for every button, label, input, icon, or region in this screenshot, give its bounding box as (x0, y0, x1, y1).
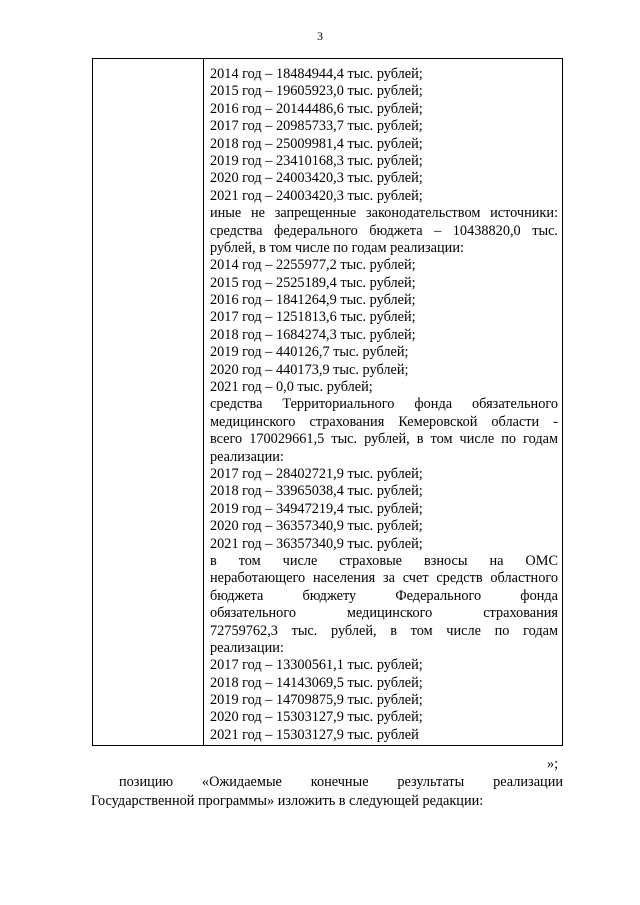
financing-line: обязательного медицинского страхования (210, 605, 558, 622)
financing-cell (210, 66, 558, 744)
financing-line: 2021 год – 0,0 тыс. рублей; (210, 379, 373, 396)
financing-line: 2018 год – 14143069,5 тыс. рублей; (210, 674, 423, 691)
column-divider (203, 59, 204, 745)
financing-line: 2021 год – 36357340,9 тыс. рублей; (210, 535, 423, 552)
financing-line: 2017 год – 28402721,9 тыс. рублей; (210, 465, 423, 482)
financing-line: реализации: (210, 639, 284, 656)
financing-line: 2019 год – 440126,7 тыс. рублей; (210, 344, 409, 361)
financing-line: 2017 год – 1251813,6 тыс. рублей; (210, 309, 416, 326)
financing-line: 2021 год – 15303127,9 тыс. рублей (210, 726, 419, 743)
financing-line: рублей, в том числе по годам реализации: (210, 239, 464, 256)
financing-line: 2014 год – 18484944,4 тыс. рублей; (210, 66, 423, 82)
financing-line: неработающего населения за счет средств областного (210, 570, 558, 587)
financing-line: 2018 год – 1684274,3 тыс. рублей; (210, 326, 416, 343)
financing-line: 2019 год – 14709875,9 тыс. рублей; (210, 692, 423, 709)
financing-line: 2017 год – 20985733,7 тыс. рублей; (210, 118, 423, 135)
financing-line: 2015 год – 2525189,4 тыс. рублей; (210, 274, 416, 291)
financing-line: 2020 год – 36357340,9 тыс. рублей; (210, 518, 423, 535)
financing-line: всего 170029661,5 тыс. рублей, в том числе по годам (210, 431, 558, 448)
financing-line: 2021 год – 24003420,3 тыс. рублей; (210, 187, 423, 204)
financing-line: 2019 год – 23410168,3 тыс. рублей; (210, 152, 423, 169)
financing-line: средства федерального бюджета – 10438820,0 тыс. (210, 222, 558, 239)
financing-line: медицинского страхования Кемеровской области - (210, 413, 558, 430)
financing-line: в том числе страховые взносы на ОМС (210, 552, 558, 569)
financing-line: 2017 год – 13300561,1 тыс. рублей; (210, 657, 423, 674)
program-table (92, 58, 563, 746)
financing-line: средства Территориального фонда обязательного (210, 396, 558, 413)
financing-line: иные не запрещенные законодательством источники: (210, 205, 558, 222)
financing-line: 2016 год – 20144486,6 тыс. рублей; (210, 100, 423, 117)
paragraph-line-1: позицию «Ожидаемые конечные результаты реализации (119, 774, 563, 790)
paragraph-line-2: Государственной программы» изложить в следующей редакции: (91, 793, 484, 809)
financing-line: 2018 год – 33965038,4 тыс. рублей; (210, 483, 423, 500)
financing-line: 2020 год – 24003420,3 тыс. рублей; (210, 170, 423, 187)
page-number: 3 (317, 29, 323, 43)
financing-line: бюджета бюджету Федерального фонда (210, 587, 558, 604)
financing-line: 2020 год – 15303127,9 тыс. рублей; (210, 709, 423, 726)
closing-quote-mark: »; (547, 756, 559, 772)
financing-line: 2015 год – 19605923,0 тыс. рублей; (210, 83, 423, 100)
financing-line: 72759762,3 тыс. рублей, в том числе по годам (210, 622, 558, 639)
financing-line: 2019 год – 34947219,4 тыс. рублей; (210, 500, 423, 517)
financing-line: реализации: (210, 448, 284, 465)
financing-line: 2018 год – 25009981,4 тыс. рублей; (210, 135, 423, 152)
financing-line: 2016 год – 1841264,9 тыс. рублей; (210, 292, 416, 309)
financing-line: 2014 год – 2255977,2 тыс. рублей; (210, 257, 416, 274)
financing-line: 2020 год – 440173,9 тыс. рублей; (210, 361, 409, 378)
